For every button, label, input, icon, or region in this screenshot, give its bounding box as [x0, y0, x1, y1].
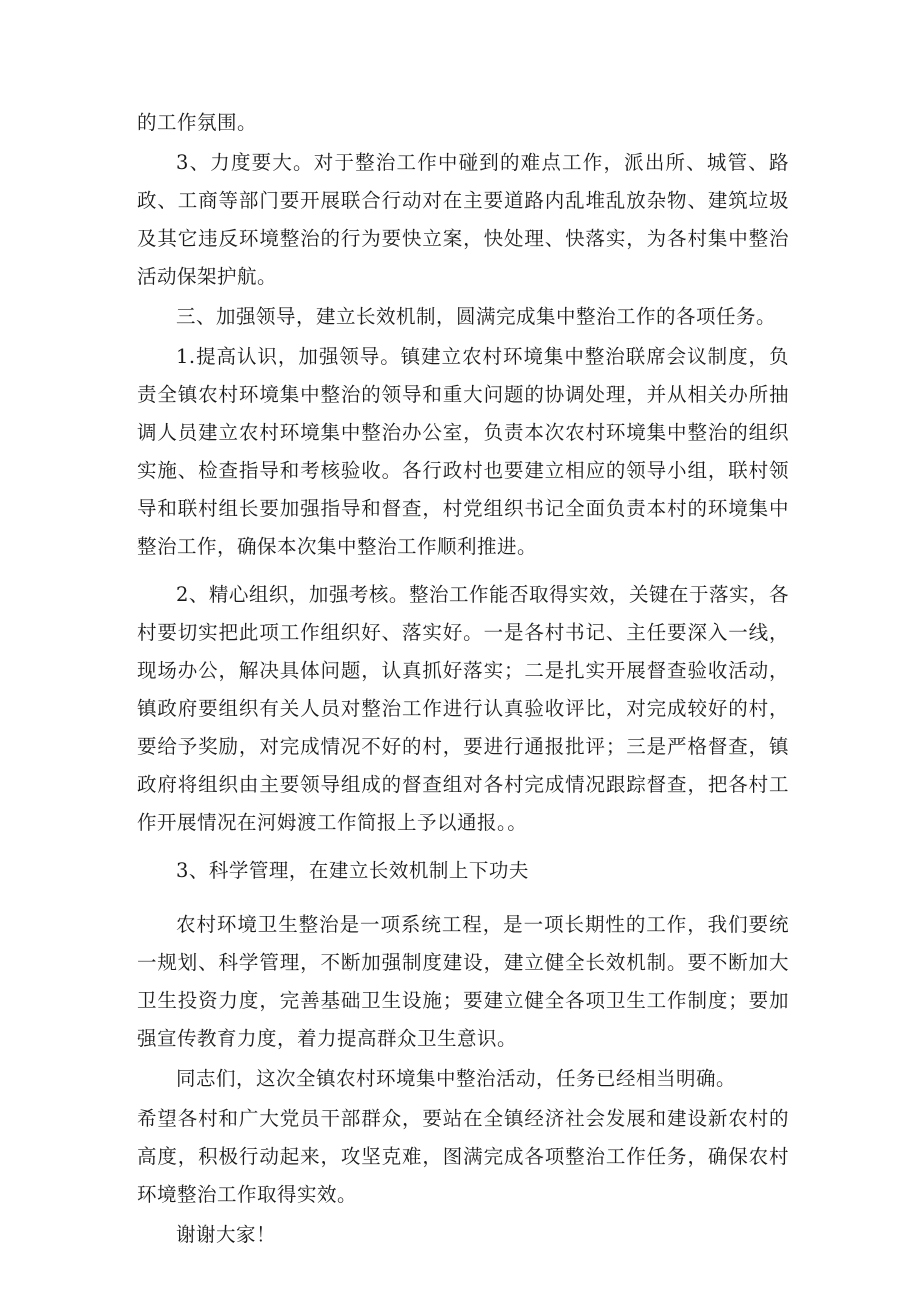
paragraph-hope: 希望各村和广大党员干部群众，要站在全镇经济社会发展和建设新农村的高度，积极行动起来，攻坚克难，图满完成各项整治工作任务，确保农村环境整治工作取得实效。	[137, 1107, 789, 1206]
section-heading-3: 三、加强领导，建立长效机制，圆满完成集中整治工作的各项任务。	[176, 305, 777, 328]
paragraph-item-3-management: 3、科学管理，在建立长效机制上下功夫	[176, 859, 529, 882]
paragraph-item-1-leadership: 1.提高认识，加强领导。镇建立农村环境集中整治联席会议制度，负责全镇农村环境集中整治的领导和重大问题的协调处理，并从相关办所抽调人员建立农村环境集中整治办公室，负责本次农村环境集中整治的组织实施、检查指导和考核验收。各行政村也要建立相应的领导小组，联村领导和联村组长要加强指导和督查，村党组织书记全面负责本村的环境集中整治工作，确保本次集中整治工作顺利推进。	[137, 345, 789, 558]
paragraph-item-3-strength: 3、力度要大。对于整治工作中碰到的难点工作，派出所、城管、路政、工商等部门要开展联合行动对在主要道路内乱堆乱放杂物、建筑垃圾及其它违反环境整治的行为要快立案，快处理、快落实，为各村集中整治活动保架护航。	[137, 151, 789, 288]
paragraph-comrades: 同志们，这次全镇农村环境集中整治活动，任务已经相当明确。	[176, 1067, 737, 1090]
paragraph-sanitation: 农村环境卫生整治是一项系统工程，是一项长期性的工作，我们要统一规划、科学管理，不断加强制度建设，建立健全长效机制。要不断加大卫生投资力度，完善基础卫生设施；要建立健全各项卫生工作制度；要加强宣传教育力度，着力提高群众卫生意识。	[137, 913, 789, 1050]
paragraph-continuation: 的工作氛围。	[137, 111, 258, 134]
document-page	[137, 104, 789, 1254]
paragraph-thanks: 谢谢大家！	[176, 1223, 277, 1246]
paragraph-item-2-organization: 2、精心组织，加强考核。整治工作能否取得实效，关键在于落实，各村要切实把此项工作组织好、落实好。一是各村书记、主任要深入一线，现场办公，解决具体问题，认真抓好落实；二是扎实开展督查验收活动，镇政府要组织有关人员对整治工作进行认真验收评比，对完成较好的村，要给予奖励，对完成情况不好的村，要进行通报批评；三是严格督查，镇政府将组织由主要领导组成的督查组对各村完成情况跟踪督查，把各村工作开展情况在河姆渡工作简报上予以通报。。	[137, 583, 789, 834]
